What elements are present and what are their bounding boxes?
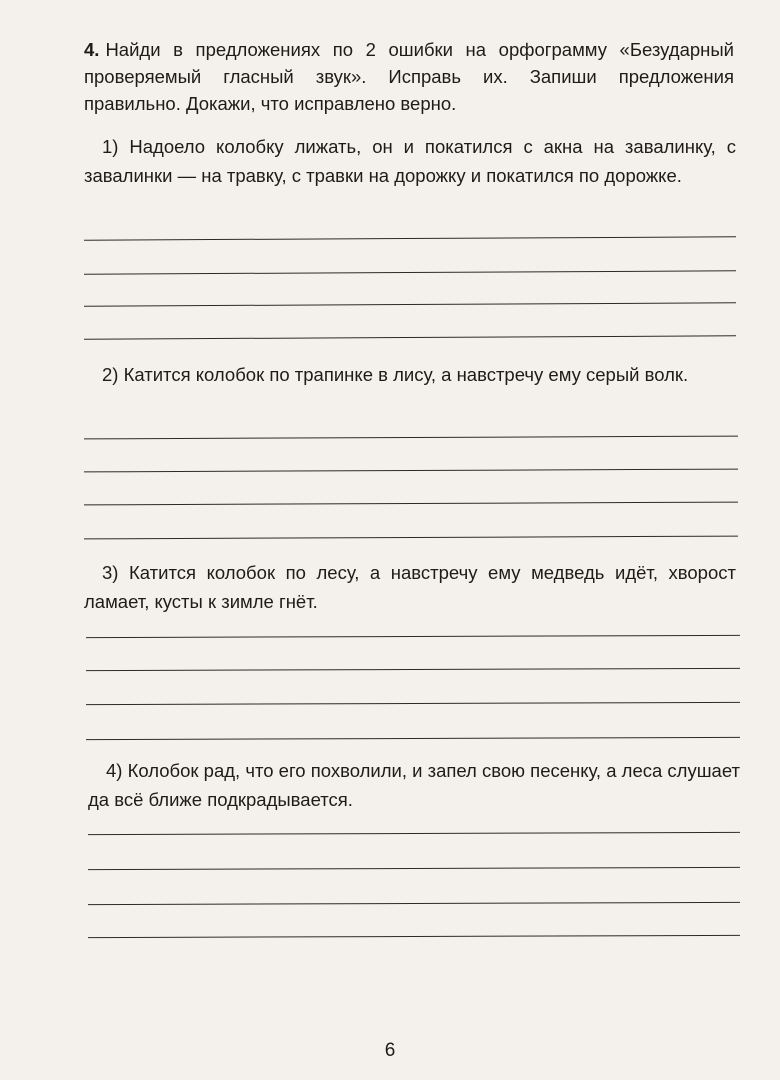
sentence-4 — [88, 756, 740, 814]
answer-line — [84, 502, 738, 506]
answer-line — [88, 867, 740, 870]
task-text: Найди в предложениях по 2 ошибки на орфограмму «Безударный проверяемый гласный звук». Исправь их. Запиши предложения правильно. Докажи, что исправлено верно. — [84, 39, 734, 114]
answer-line — [84, 335, 736, 339]
answer-line — [88, 935, 740, 938]
answer-line — [88, 902, 740, 905]
answer-line — [84, 302, 736, 306]
sentence-2 — [84, 360, 736, 389]
answer-line — [86, 635, 740, 638]
task-instruction — [84, 36, 734, 117]
answer-line — [88, 832, 740, 835]
task-number: 4. — [84, 39, 100, 60]
answer-line — [86, 737, 740, 740]
answer-line — [86, 668, 740, 671]
page-number: 6 — [384, 1040, 396, 1061]
sentence-3 — [84, 558, 736, 616]
answer-line — [84, 469, 738, 473]
answer-line — [86, 702, 740, 705]
sentence-2-text: 2) Катится колобок по трапинке в лису, а навстречу ему серый волк. — [102, 364, 689, 385]
sentence-3-text: 3) Катится колобок по лесу, а навстречу ему медведь идёт, хворост ламает, кусты к зимле гнёт. — [84, 562, 736, 612]
answer-line — [84, 236, 736, 240]
answer-line — [84, 270, 736, 274]
answer-line — [84, 536, 738, 540]
sentence-4-text: 4) Колобок рад, что его похволили, и запел свою песенку, а леса слушает да всё ближе подкрадывается. — [88, 760, 740, 810]
sentence-1-text: 1) Надоело колобку лижать, он и покатился с акна на завалинку, с завалинки — на травку, с травки на дорожку и покатился по дорожке. — [84, 136, 736, 186]
answer-line — [84, 436, 738, 440]
sentence-1 — [84, 132, 736, 190]
